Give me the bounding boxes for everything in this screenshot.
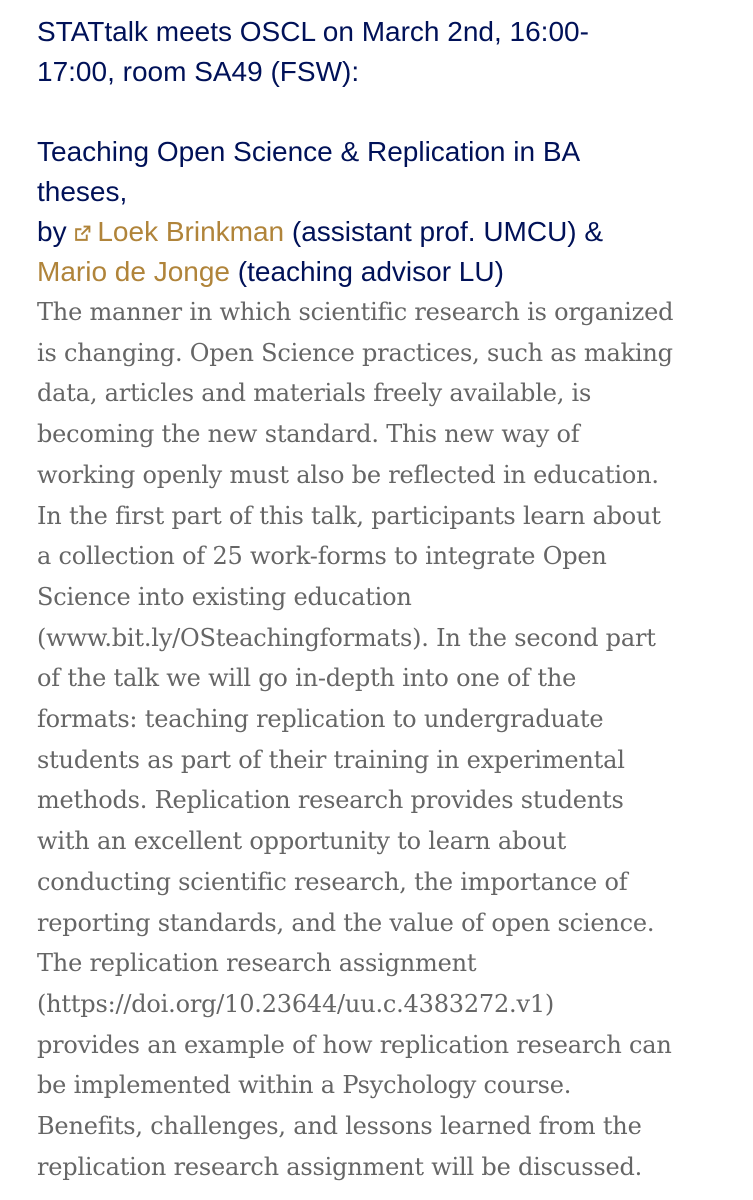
speaker2-role: (teaching advisor LU): [237, 256, 504, 287]
abstract-line: students as part of their training in experimental: [37, 745, 625, 774]
talk-title-line1: Teaching Open Science & Replication in BA: [37, 136, 581, 167]
abstract-line: provides an example of how replication research can: [37, 1030, 672, 1059]
abstract-line: Science into existing education: [37, 582, 412, 611]
abstract: [37, 292, 737, 1187]
abstract-line: with an excellent opportunity to learn about: [37, 827, 567, 856]
abstract-line: reporting standards, and the value of open science.: [37, 908, 655, 937]
speaker2-link[interactable]: [37, 256, 230, 287]
speaker1-link[interactable]: [74, 216, 284, 247]
abstract-line: replication research assignment will be discussed.: [37, 1152, 643, 1181]
abstract-line: In the first part of this talk, participants learn about: [37, 501, 661, 530]
talk-title: [37, 132, 737, 212]
event-title-line2: 17:00, room SA49 (FSW):: [37, 56, 360, 87]
external-link-icon: [74, 225, 91, 242]
abstract-line: (www.bit.ly/OSteachingformats). In the second part: [37, 623, 656, 652]
abstract-line: is changing. Open Science practices, such as making: [37, 338, 673, 367]
speakers-byline: [37, 212, 737, 292]
abstract-line: (https://doi.org/10.23644/uu.c.4383272.v1): [37, 989, 555, 1018]
abstract-line: conducting scientific research, the importance of: [37, 867, 628, 896]
abstract-line: methods. Replication research provides students: [37, 786, 624, 815]
abstract-line: be implemented within a Psychology course.: [37, 1071, 572, 1100]
speaker1-name: Loek Brinkman: [97, 216, 285, 247]
abstract-line: working openly must also be reflected in education.: [37, 460, 659, 489]
abstract-line: a collection of 25 work-forms to integrate Open: [37, 542, 607, 571]
talk-title-line2: theses,: [37, 176, 128, 207]
abstract-line: formats: teaching replication to undergraduate: [37, 705, 604, 734]
abstract-line: The replication research assignment: [37, 949, 477, 978]
speaker2-name: Mario de Jonge: [37, 256, 231, 287]
event-title-line1: STATtalk meets OSCL on March 2nd, 16:00-: [37, 16, 589, 47]
abstract-line: The manner in which scientific research is organized: [37, 298, 674, 326]
event-title: [37, 12, 737, 92]
article: [37, 12, 737, 1187]
abstract-line: becoming the new standard. This new way of: [37, 420, 580, 449]
by-label: by: [37, 216, 67, 247]
speaker1-role: (assistant prof. UMCU) &: [291, 216, 604, 247]
abstract-line: Benefits, challenges, and lessons learned from the: [37, 1112, 642, 1141]
abstract-line: of the talk we will go in-depth into one of the: [37, 664, 577, 693]
abstract-line: data, articles and materials freely available, is: [37, 379, 592, 408]
